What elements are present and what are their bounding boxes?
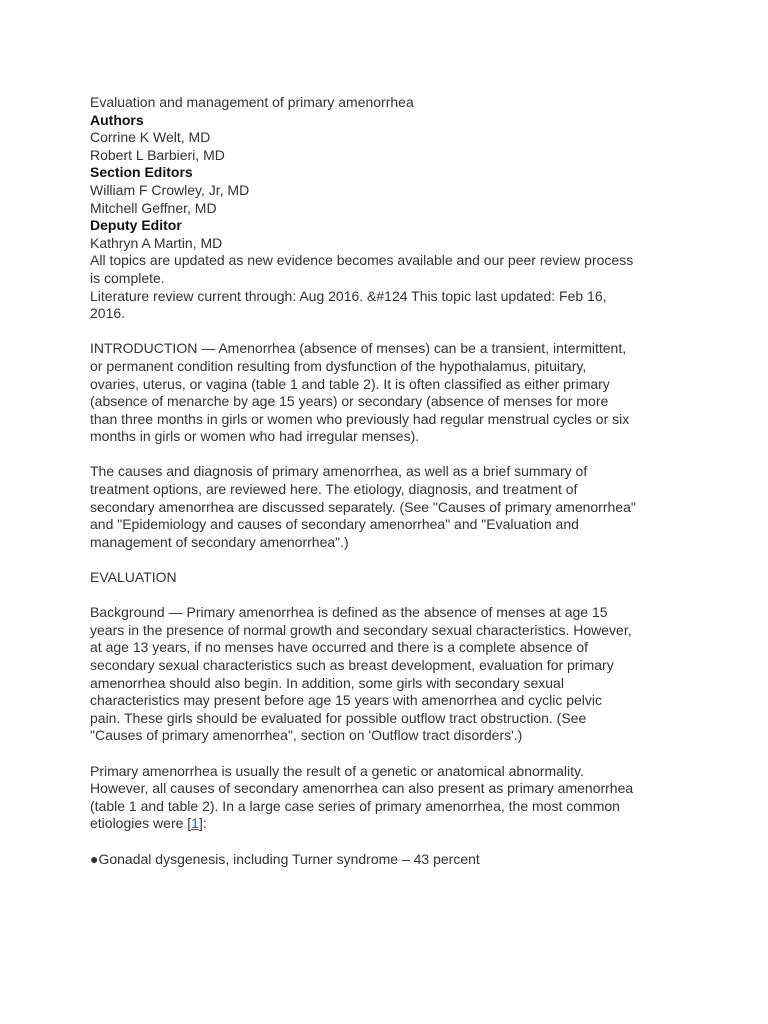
authors-heading: Authors — [90, 111, 144, 128]
section-editors-heading: Section Editors — [90, 164, 193, 181]
evaluation-heading: EVALUATION — [90, 569, 177, 586]
genetic-paragraph: Primary amenorrhea is usually the result of a genetic or anatomical abnormality. However, all causes of secondary amenorrhea can also present as primary amenorrhea (table 1 and table 2). In a large case series of primary amenorrhea, the most common etiologies were [1]: — [90, 763, 690, 833]
deputy-editor-name: Kathryn A Martin, MD — [90, 234, 223, 251]
introduction-paragraph: INTRODUCTION — Amenorrhea (absence of menses) can be a transient, intermittent, or permanent condition resulting from dysfunction of the hypothalamus, pituitary, ovaries, uterus, or vagina (table 1 and table 2). It is often classified as either primary (absence of menarche by age 15 years) or secondary (absence of menses for more than three months in girls or women who previously had regular menstrual cycles or six months in girls or women who had irregular menses). — [90, 340, 630, 445]
deputy-editor-heading: Deputy Editor — [90, 217, 182, 234]
author-name: Robert L Barbieri, MD — [90, 146, 225, 163]
update-note: All topics are updated as new evidence becomes available and our peer review process is complete. — [90, 252, 634, 286]
causes-paragraph: The causes and diagnosis of primary amenorrhea, as well as a brief summary of treatment options, are reviewed here. The etiology, diagnosis, and treatment of secondary amenorrhea are discussed separately. (See "Causes of primary amenorrhea" and "Epidemiology and causes of secondary amenorrhea" and "Evaluation and management of secondary amenorrhea".) — [90, 463, 636, 550]
list-item: ●Gonadal dysgenesis, including Turner syndrome – 43 percent — [90, 850, 480, 867]
etiologies-line: etiologies were [1]: — [90, 815, 207, 832]
section-editor-name: Mitchell Geffner, MD — [90, 199, 217, 216]
literature-review-note: Literature review current through: Aug 2016. &#124 This topic last updated: Feb 16, 2016. — [90, 287, 607, 322]
author-name: Corrine K Welt, MD — [90, 129, 211, 146]
reference-link[interactable]: 1 — [191, 815, 199, 832]
background-paragraph: Background — Primary amenorrhea is defined as the absence of menses at age 15 years in the presence of normal growth and secondary sexual characteristics. However, at age 13 years, if no menses have occurred and there is a complete absence of secondary sexual characteristics such as breast development, evaluation for primary amenorrhea should also begin. In addition, some girls with secondary sexual characteristics may present before age 15 years with amenorrhea and cyclic pelvic pain. These girls should be evaluated for possible outflow tract obstruction. (See "Causes of primary amenorrhea", section on 'Outflow tract disorders'.) — [90, 604, 632, 744]
document-title: Evaluation and management of primary amenorrhea — [90, 94, 414, 110]
section-editor-name: William F Crowley, Jr, MD — [90, 181, 250, 198]
document-body — [90, 94, 690, 868]
